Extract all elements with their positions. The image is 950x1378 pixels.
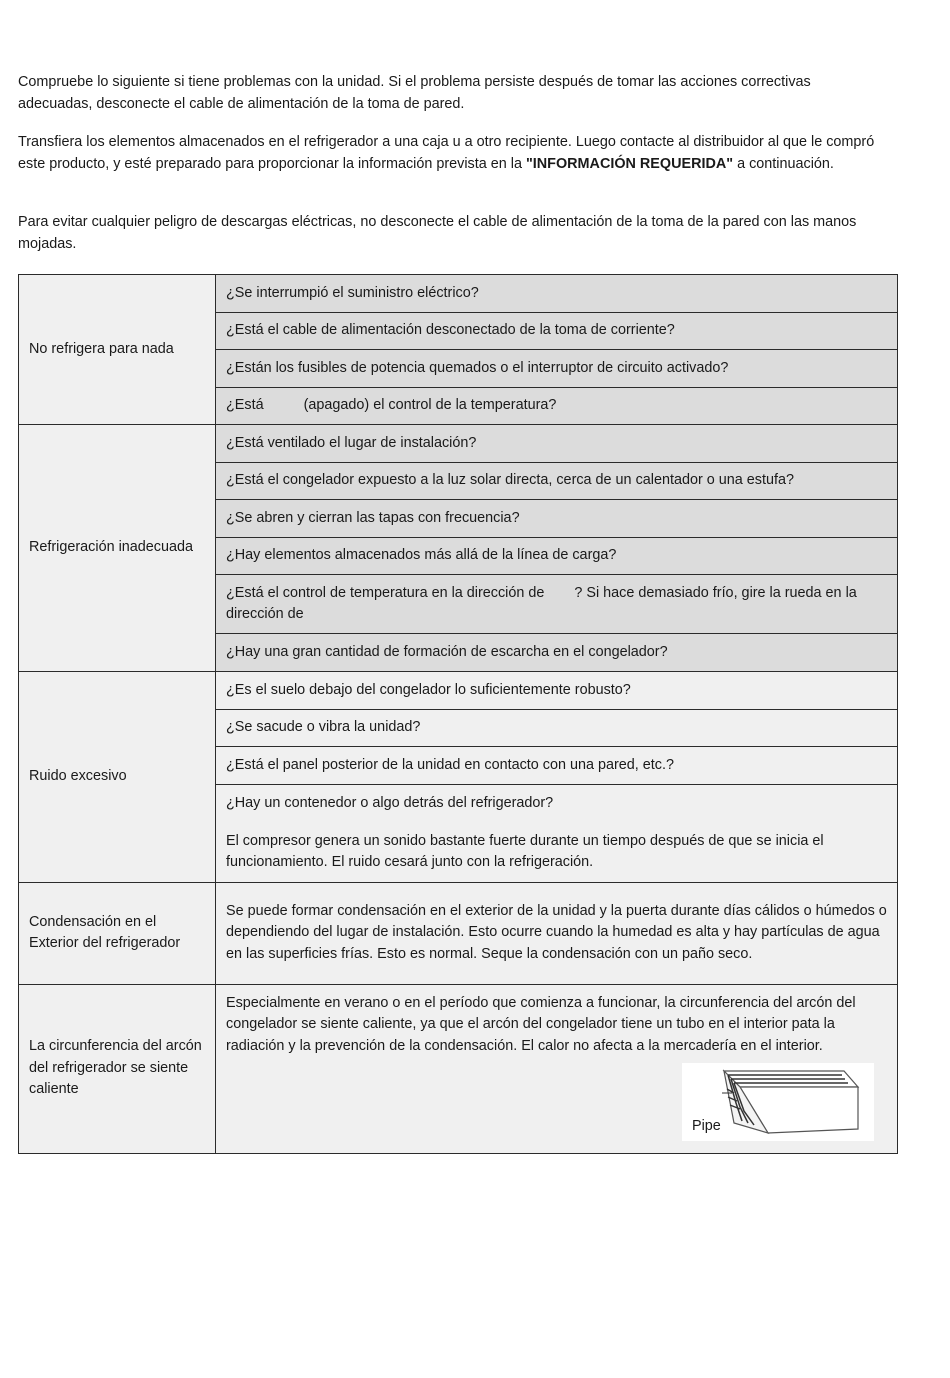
noise-note: El compresor genera un sonido bastante fuerte durante un tiempo después de que se inicia el funcionamiento. El ruido cesará junto con la refrigeración.	[226, 832, 824, 870]
check-item: ¿Está el control de temperatura en la dirección de ? Si hace demasiado frío, gire la rueda en la dirección de	[216, 575, 898, 634]
condensation-explanation: Se puede formar condensación en el exterior de la unidad y la puerta durante días cálidos o húmedos o dependiendo del lugar de instalación. Esto ocurre cuando la humedad es alta y hay partículas de agua en las superficies frías. Esto es normal. Seque la condensación con un paño seco.	[216, 882, 898, 984]
table-row	[19, 882, 898, 984]
troubleshooting-table	[18, 274, 898, 1154]
table-row	[19, 275, 898, 313]
intro-paragraph-3: Para evitar cualquier peligro de descargas eléctricas, no desconecte el cable de alimentación de la toma de la pared con las manos mojadas.	[18, 214, 857, 252]
check-item: ¿Se sacude o vibra la unidad?	[216, 710, 898, 747]
category-warm-cabinet: La circunferencia del arcón del refrigerador se siente caliente	[19, 984, 216, 1153]
check-item: ¿Está (apagado) el control de la temperatura?	[216, 388, 898, 425]
check-item: ¿Está el cable de alimentación desconectado de la toma de corriente?	[216, 313, 898, 350]
check-item: ¿Es el suelo debajo del congelador lo suficientemente robusto?	[216, 672, 898, 710]
table-row	[19, 425, 898, 463]
intro-paragraph-1: Compruebe lo siguiente si tiene problemas con la unidad. Si el problema persiste después de tomar las acciones correctivas adecuadas, desconecte el cable de alimentación de la toma de pared.	[18, 74, 811, 112]
warm-cabinet-explanation: Especialmente en verano o en el período que comienza a funcionar, la circunferencia del arcón del congelador se siente caliente, ya que el arcón del congelador tiene un tubo en el interior pata la radiación y la prevención de la condensación. El calor no afecta a la mercadería en el interior.	[216, 984, 898, 1153]
category-no-cooling: No refrigera para nada	[19, 275, 216, 425]
check-item: ¿Se interrumpió el suministro eléctrico?	[216, 275, 898, 313]
category-excessive-noise: Ruido excesivo	[19, 672, 216, 883]
required-info-bold: "INFORMACIÓN REQUERIDA"	[525, 155, 734, 172]
check-item: ¿Hay una gran cantidad de formación de escarcha en el congelador?	[216, 634, 898, 672]
check-item: ¿Está el panel posterior de la unidad en contacto con una pared, etc.?	[216, 747, 898, 785]
pipe-label: Pipe	[692, 1118, 721, 1134]
category-exterior-condensation: Condensación en el Exterior del refrigerador	[19, 882, 216, 984]
check-item: ¿Hay elementos almacenados más allá de la línea de carga?	[216, 538, 898, 575]
category-inadequate-cooling: Refrigeración inadecuada	[19, 425, 216, 672]
check-item: ¿Está ventilado el lugar de instalación?	[216, 425, 898, 463]
table-row	[19, 672, 898, 710]
check-item: ¿Están los fusibles de potencia quemados o el interruptor de circuito activado?	[216, 350, 898, 388]
check-item: ¿Hay un contenedor o algo detrás del refrigerador? El compresor genera un sonido bastante fuerte durante un tiempo después de que se inicia el funcionamiento. El ruido cesará junto con la refrigeración.	[216, 785, 898, 883]
check-item: ¿Se abren y cierran las tapas con frecuencia?	[216, 500, 898, 538]
pipe-illustration	[682, 1063, 874, 1141]
check-item: ¿Está el congelador expuesto a la luz solar directa, cerca de un calentador o una estufa?	[216, 463, 898, 500]
intro-paragraph-2: Transfiera los elementos almacenados en el refrigerador a una caja u a otro recipiente. Luego contacte al distribuidor al que le compró este producto, y esté preparado para proporcionar la información prevista en la "INFORMACIÓN REQUERIDA" a continuación.	[18, 134, 875, 172]
